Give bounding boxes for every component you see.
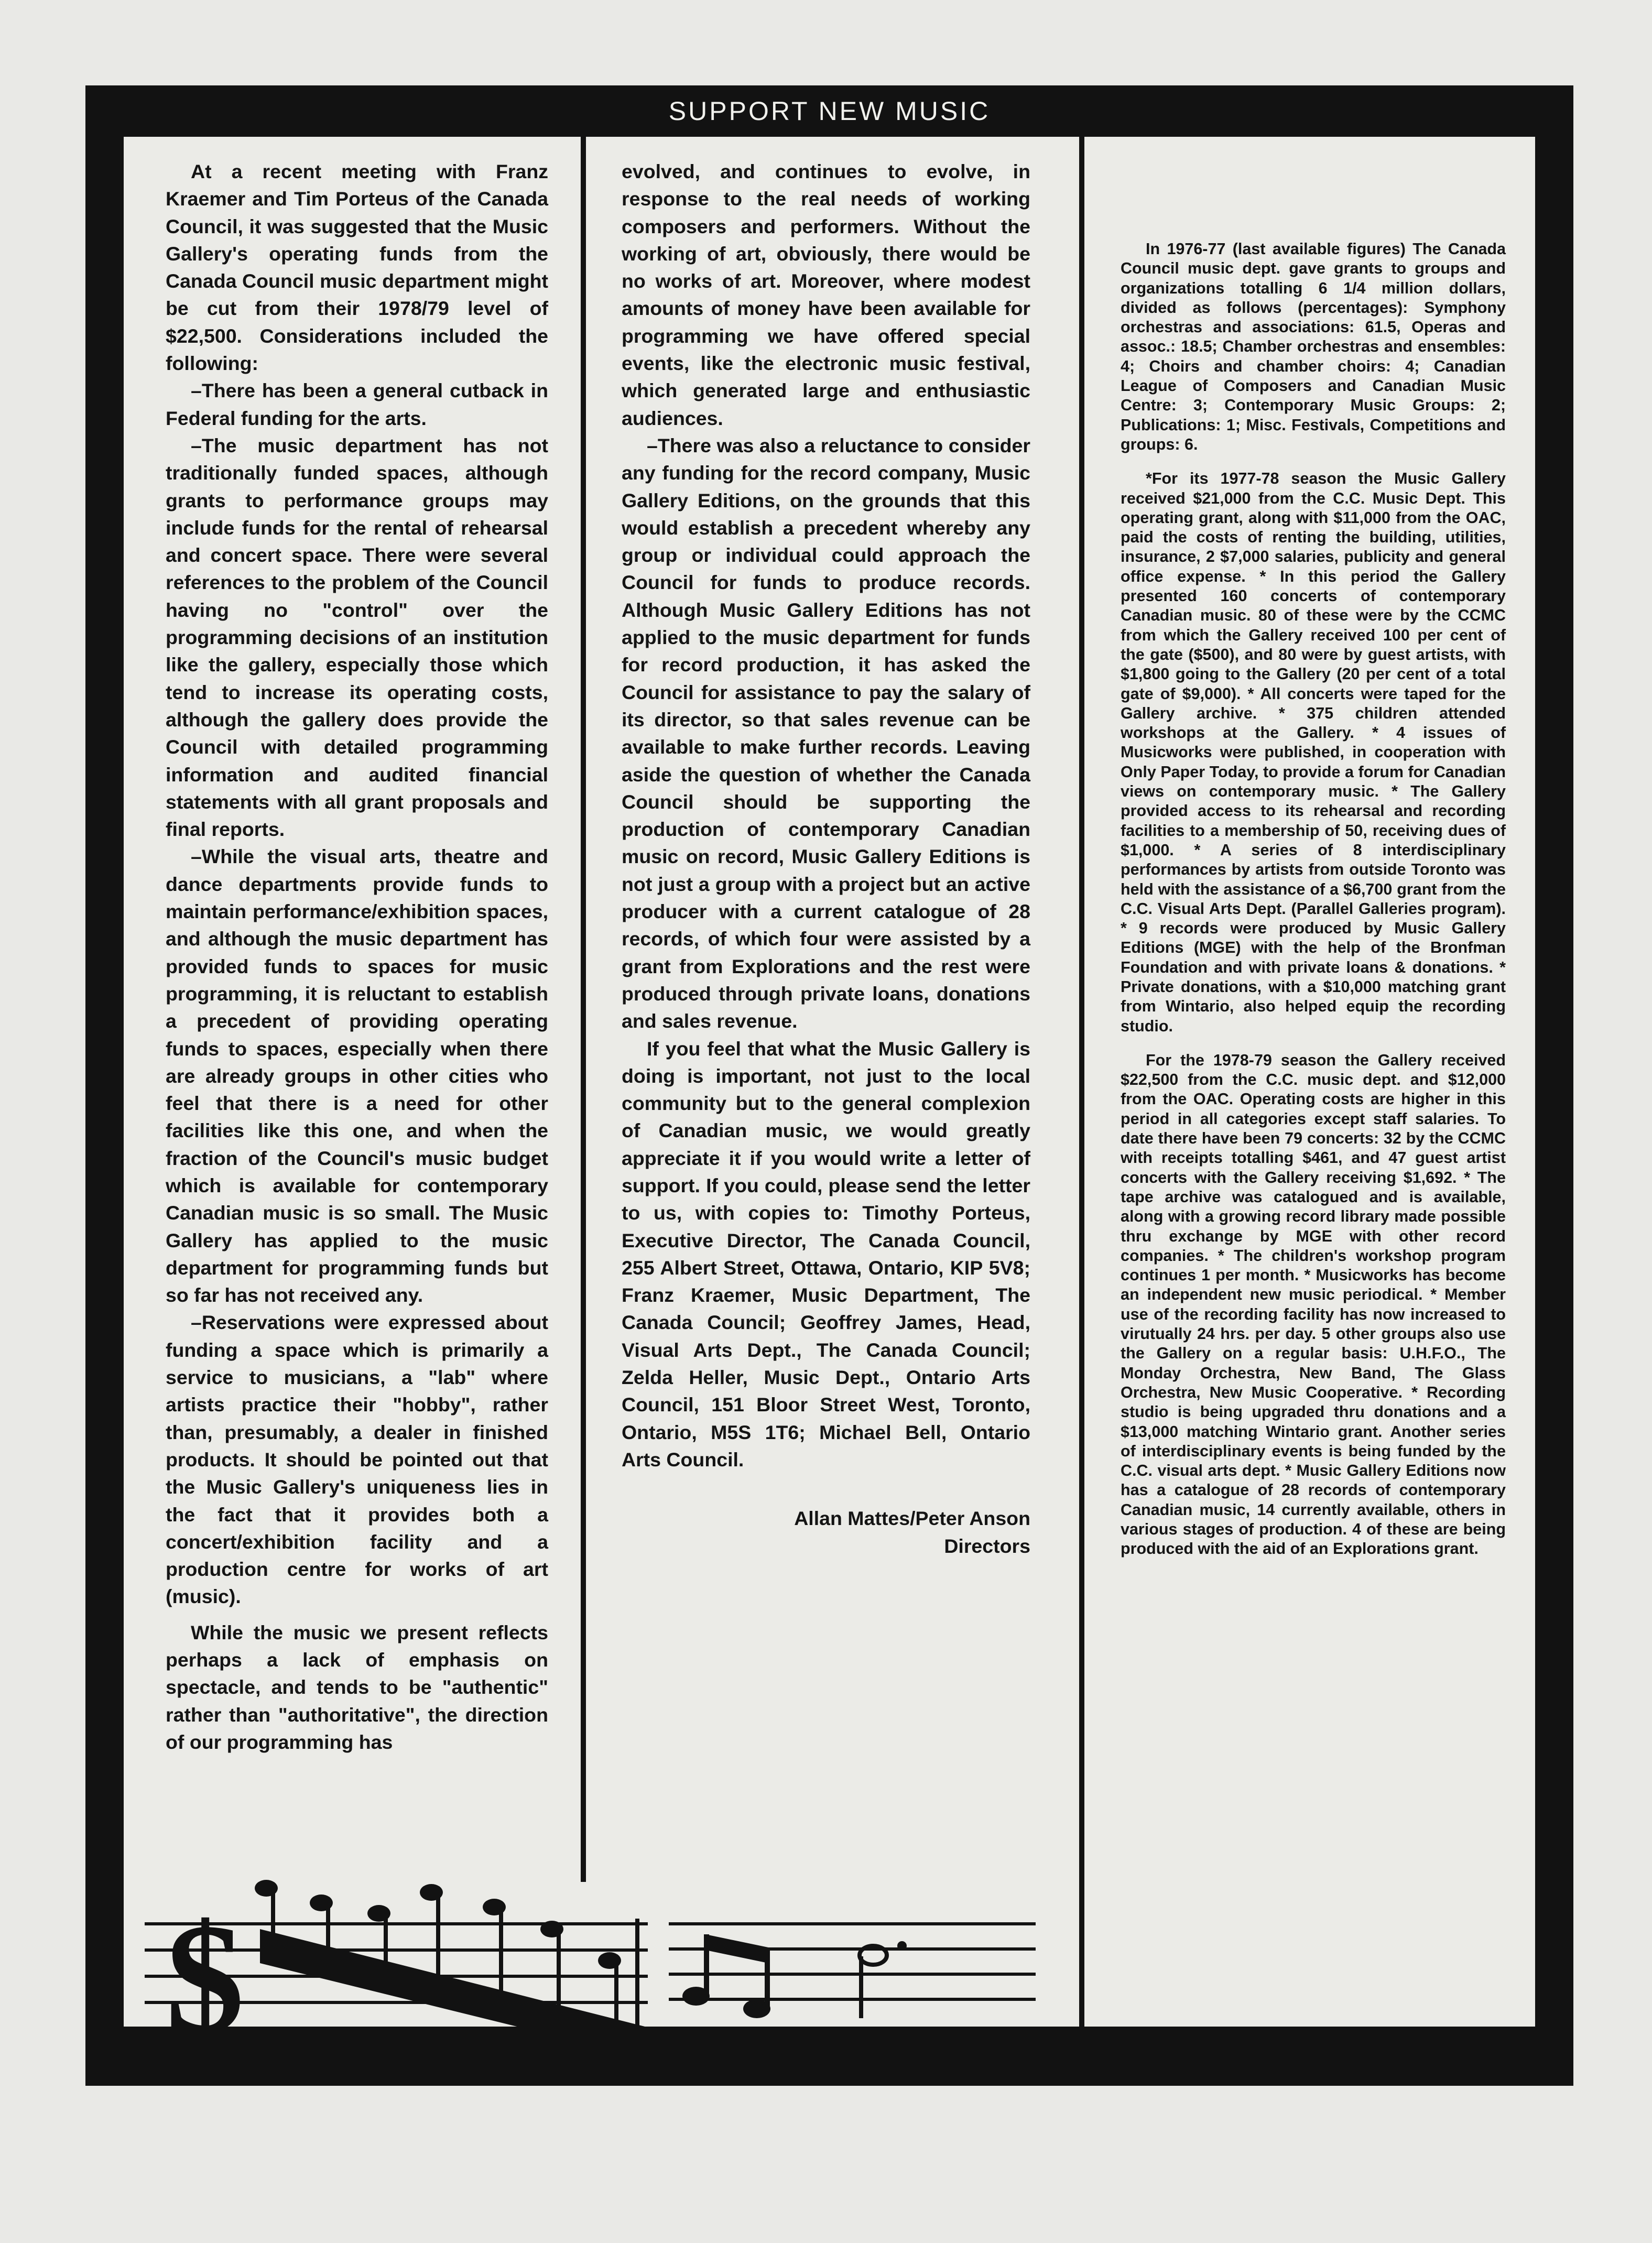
signature-names: Allan Mattes/Peter Anson bbox=[794, 1507, 1030, 1530]
article-column-3 bbox=[1121, 239, 1506, 1559]
page-frame bbox=[85, 85, 1573, 2086]
season-1978-79-paragraph: For the 1978-79 season the Gallery received $22,500 from the C.C. music dept. and $12,000 from the OAC. Operating costs are higher in this period in all categories except staff salaries. To date there have been 79 concerts: 32 by the CCMC with receipts totalling $461, and 47 guest artist concerts with the Gallery receiving $1,692. * The tape archive was catalogued and is available, along with a growing record library made possible thru exchange by MGE with other record companies. * The children's workshop program continues 1 per month. * Musicworks has become an independent new music periodical. * Member use of the recording facility has now increased to virutually 24 hrs. per day. 5 other groups also use the Gallery on a regular basis: U.H.F.O., The Monday Orchestra, New Band, The Glass Orchestra, New Music Cooperative. * Recording studio is being upgraded thru donations and a $13,000 matching Wintario grant. Another series of interdisciplinary events is being funded by the C.C. visual arts dept. * Music Gallery Editions now has a catalogue of 28 records of contemporary Canadian music, 14 currently available, others in various stages of production. 4 of these are being produced with the aid of an Explorations grant. bbox=[1121, 1051, 1506, 1558]
paragraph: At a recent meeting with Franz Kraemer and Tim Porteus of the Canada Council, it was suggested that the Music Gallery's operating funds from the Canada Council music department might be cut from their 1978/79 level of $22,500. Considerations included the following: bbox=[166, 160, 548, 375]
eighth-notes-icon bbox=[682, 1934, 770, 2018]
funding-summary-paragraph: In 1976-77 (last available figures) The Canada Council music dept. gave grants to groups and organizations totalling 6 1/4 million dollars, divided as follows (percentages): Symphony orchestras and associations: 61.5, Operas and assoc.: 18.5; Chamber orchestras and ensembles: 4; Choirs and chamber choirs: 4; Canadian League of Composers and Canadian Music Centre: 3; Contemporary Music Groups: 2; Publications: 1; Misc. Festivals, Competitions and groups: 6. bbox=[1121, 240, 1506, 453]
beamed-notes-icon bbox=[255, 1880, 664, 2027]
paragraph: –Reservations were expressed about funding a space which is primarily a service to musicians, a "lab" where artists practice their "hobby", rather than, presumably, a dealer in finished products. It should be pointed out that the Music Gallery's uniqueness lies in the fact that it provides both a concert/exhibition facility and a production centre for works of art (music). bbox=[166, 1311, 548, 1608]
article-column-1 bbox=[166, 158, 548, 1756]
paragraph: –While the visual arts, theatre and dance departments provide funds to maintain performance/exhibition spaces, and although the music department has provided funds to spaces for music programming, it is reluctant to establish a precedent of providing operating funds to spaces, especially when there are already groups in other cities who feel that there is a need for other facilities like this one, and when the fraction of the Council's music budget which is available for contemporary Canadian music is so small. The Music Gallery has applied to the music department for programming funds but so far has not received any. bbox=[166, 845, 548, 1306]
column-divider-1 bbox=[581, 137, 586, 1882]
signature-title: Directors bbox=[944, 1534, 1030, 1557]
header-title: SUPPORT NEW MUSIC bbox=[668, 96, 991, 126]
paragraph: –The music department has not traditionally funded spaces, although grants to performance groups may include funds for the rental of rehearsal and concert space. There were several references to the problem of the Council having no "control" over the programming decisions of an institution like the gallery, especially those which tend to increase its operating costs, although the gallery does provide the Council with detailed programming information and audited financial statements with all grant proposals and final reports. bbox=[166, 434, 548, 841]
half-note-icon bbox=[860, 1941, 907, 2018]
paragraph: evolved, and continues to evolve, in response to the real needs of working composers and performers. Without the working of art, obviously, there would be no works of art. Moreover, where modest amounts of money have been available for programming we have offered special events, like the electronic music festival, which generated large and enthusiastic audiences. bbox=[622, 160, 1030, 429]
paragraph: While the music we present reflects perhaps a lack of emphasis on spectacle, and tends to be "authentic" rather than "authoritative", the direction of our programming has bbox=[166, 1621, 548, 1753]
paragraph: –There was also a reluctance to consider any funding for the record company, Music Gallery Editions, on the grounds that this would establish a precedent whereby any group or individual could approach the Council for funds to produce records. Although Music Gallery Editions has not applied to the music department for funds for record production, it has asked the Council for assistance to pay the salary of its director, so that sales revenue can be available to make further records. Leaving aside the question of whether the Canada Council should be supporting the production of contemporary Canadian music on record, Music Gallery Editions is not just a group with a project but an active producer with a current catalogue of 28 records, of which four were assisted by a grant from Explorations and the rest were produced through private loans, donations and sales revenue. bbox=[622, 434, 1030, 1032]
section-header bbox=[85, 85, 1573, 137]
article-panel bbox=[124, 137, 1535, 2065]
column-divider-2 bbox=[1079, 137, 1084, 2027]
paragraph: –There has been a general cutback in Federal funding for the arts. bbox=[166, 379, 548, 429]
second-measure-notes bbox=[669, 1919, 1067, 2023]
dollar-clef-symbol: $ bbox=[166, 1891, 244, 2065]
paragraph: If you feel that what the Music Gallery is doing is important, not just to the local community but to the general complexion of Canadian music, we would greatly appreciate it if you would write a letter of support. If you could, please send the letter to us, with copies to: Timothy Porteus, Executive Director, The Canada Council, 255 Albert Street, Ottawa, Ontario, KIP 5V8; Franz Kraemer, Music Department, The Canada Council; Geoffrey James, Head, Visual Arts Dept., The Canada Council; Zelda Heller, Music Dept., Ontario Arts Council, 151 Bloor Street West, Toronto, Ontario, M5S 1T6; Michael Bell, Ontario Arts Council. bbox=[622, 1037, 1030, 1471]
music-staff-illustration bbox=[145, 1856, 669, 2065]
article-column-2 bbox=[622, 158, 1030, 1560]
season-1977-78-paragraph: *For its 1977-78 season the Music Gallery received $21,000 from the C.C. Music Dept. This operating grant, along with $11,000 from the OAC, paid the costs of renting the building, utilities, insurance, 2 $7,000 salaries, publicity and general office expense. * In this period the Gallery presented 160 concerts of contemporary Canadian music. 80 of these were by the CCMC from which the Gallery received 100 per cent of the gate ($500), and 80 were by guest artists, with $1,800 going to the Gallery (20 per cent of a total gate of $9,000). * All concerts were taped for the Gallery archive. * 375 children attended workshops at the Gallery. * 4 issues of Musicworks were published, in cooperation with Only Paper Today, to provide a forum for Canadian views on contemporary music. * The Gallery provided access to its rehearsal and recording facilities to a membership of 50, receiving dues of $1,000. * A series of 8 interdisciplinary performances by artists from outside Toronto was held with the assistance of a $6,700 grant from the C.C. Visual Arts Dept. (Parallel Galleries program). * 9 records were produced by Music Gallery Editions (MGE) with the help of the Bronfman Foundation and with private loans & donations. * Private donations, with a $10,000 matching grant from Wintario, also helped equip the recording studio. bbox=[1121, 470, 1506, 1035]
